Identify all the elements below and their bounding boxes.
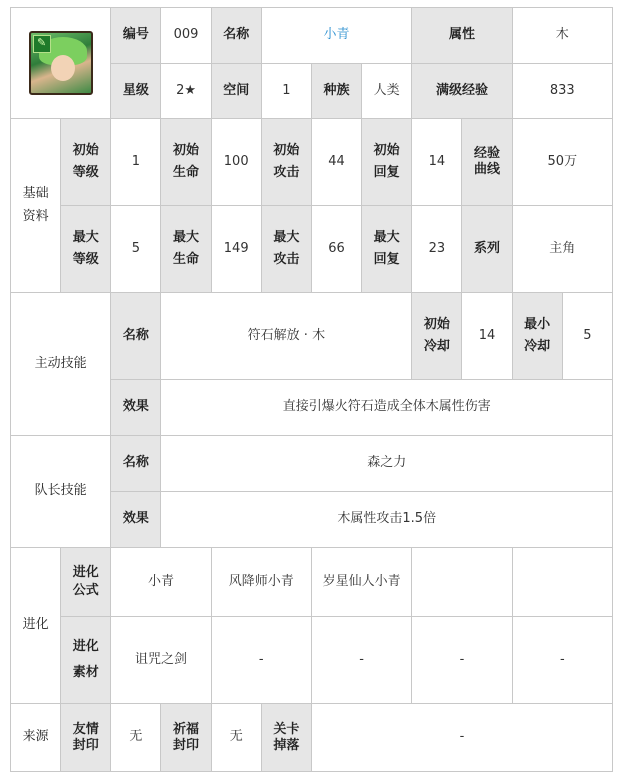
evolution-material-2: - [211,617,311,704]
max-atk-value: 66 [311,206,361,293]
name-link[interactable]: 小青 [261,8,412,64]
max-exp-label: 满级经验 [412,64,512,119]
max-rec-label: 最大 回复 [362,206,412,293]
evolution-formula-1[interactable]: 小青 [111,548,211,617]
exp-curve-label: 经验 曲线 [462,119,512,206]
stage-drop-label: 关卡 掉落 [261,704,311,772]
min-cd-value: 5 [562,293,612,380]
init-atk-value: 44 [311,119,361,206]
name-label: 名称 [211,8,261,64]
max-atk-label: 最大 攻击 [261,206,311,293]
evolution-formula-4 [412,548,512,617]
init-hp-label: 初始 生命 [161,119,211,206]
character-info-table [10,7,613,772]
evolution-section: 进化 [11,548,61,704]
space-label: 空间 [211,64,261,119]
init-cd-value: 14 [462,293,512,380]
leader-skill-effect-label: 效果 [111,492,161,548]
avatar-cell [11,8,111,119]
max-exp-value: 833 [512,64,612,119]
init-rec-label: 初始 回复 [362,119,412,206]
max-hp-label: 最大 生命 [161,206,211,293]
source-section: 来源 [11,704,61,772]
stage-drop-value: - [311,704,612,772]
id-label: 编号 [111,8,161,64]
evolution-material-3: - [311,617,411,704]
active-skill-effect-label: 效果 [111,380,161,436]
active-skill-effect: 直接引爆火符石造成全体木属性伤害 [161,380,613,436]
series-value: 主角 [512,206,612,293]
active-skill-name: 符石解放 · 木 [161,293,412,380]
attribute-value: 木 [512,8,612,64]
character-avatar[interactable] [29,31,93,95]
basic-info-section: 基础 资料 [11,119,61,293]
evolution-material-5: - [512,617,612,704]
evolution-material-4: - [412,617,512,704]
friend-seal-label: 友情 封印 [61,704,111,772]
star-value: 2★ [161,64,211,119]
init-level-label: 初始 等级 [61,119,111,206]
evolution-formula-2[interactable]: 风降师小青 [211,548,311,617]
series-label: 系列 [462,206,512,293]
evolution-material-label: 进化 素材 [61,617,111,704]
space-value: 1 [261,64,311,119]
leader-skill-name-label: 名称 [111,436,161,492]
race-value: 人类 [362,64,412,119]
min-cd-label: 最小 冷却 [512,293,562,380]
wood-attribute-icon: ✎ [33,35,51,53]
id-value: 009 [161,8,211,64]
leader-skill-name: 森之力 [161,436,613,492]
init-rec-value: 14 [412,119,462,206]
exp-curve-value: 50万 [512,119,612,206]
leader-skill-section: 队长技能 [11,436,111,548]
active-skill-section: 主动技能 [11,293,111,436]
init-atk-label: 初始 攻击 [261,119,311,206]
pray-seal-label: 祈福 封印 [161,704,211,772]
max-level-value: 5 [111,206,161,293]
pray-seal-value: 无 [211,704,261,772]
evolution-formula-5 [512,548,612,617]
evolution-material-1[interactable]: 诅咒之剑 [111,617,211,704]
attribute-label: 属性 [412,8,512,64]
star-label: 星级 [111,64,161,119]
friend-seal-value: 无 [111,704,161,772]
active-skill-name-label: 名称 [111,293,161,380]
max-hp-value: 149 [211,206,261,293]
init-cd-label: 初始 冷却 [412,293,462,380]
init-hp-value: 100 [211,119,261,206]
leader-skill-effect: 木属性攻击1.5倍 [161,492,613,548]
evolution-formula-3[interactable]: 岁星仙人小青 [311,548,411,617]
init-level-value: 1 [111,119,161,206]
race-label: 种族 [311,64,361,119]
max-rec-value: 23 [412,206,462,293]
max-level-label: 最大 等级 [61,206,111,293]
evolution-formula-label: 进化 公式 [61,548,111,617]
